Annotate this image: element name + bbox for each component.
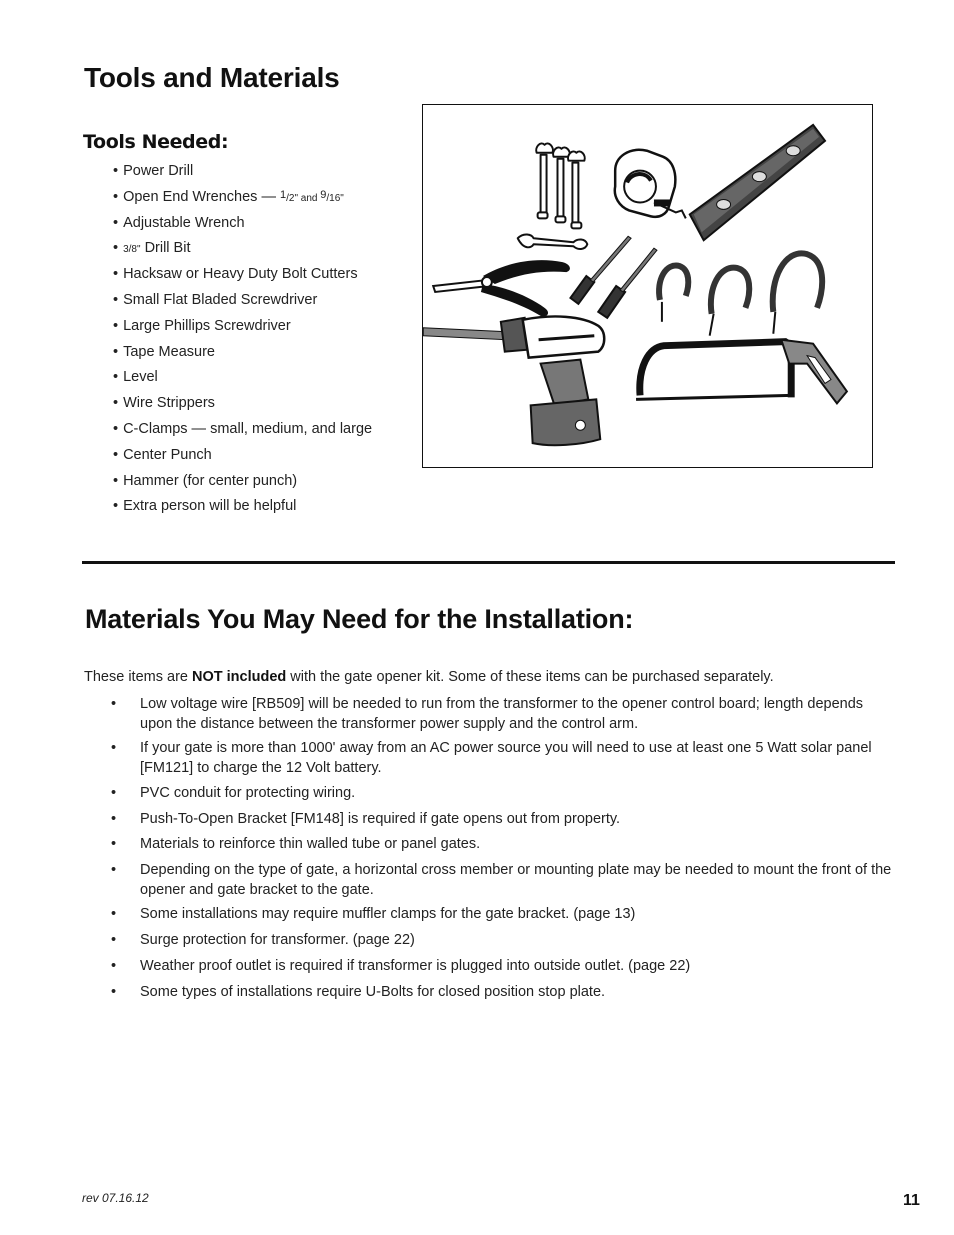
material-item: • Push-To-Open Bracket [FM148] is required if gate opens out from property. — [111, 811, 621, 827]
not-included-emphasis: NOT included — [192, 669, 287, 685]
section-divider — [82, 561, 895, 564]
tool-item: • Large Phillips Screwdriver — [113, 314, 372, 340]
tool-item: • Hacksaw or Heavy Duty Bolt Cutters — [113, 262, 372, 288]
material-item: • PVC conduit for protecting wiring. — [111, 785, 356, 801]
material-item: • Depending on the type of gate, a horizontal cross member or mounting plate may be needed to mount the front of the opener and gate bracket to the gate. — [111, 862, 892, 898]
page-title: Tools and Materials — [84, 62, 340, 93]
c-clamps-icon — [659, 253, 822, 335]
material-item: • Surge protection for transformer. (page 22) — [111, 932, 415, 948]
tool-item: • Adjustable Wrench — [113, 211, 372, 237]
level-icon — [690, 125, 825, 240]
tool-item: • Wire Strippers — [113, 391, 372, 417]
material-item: • If your gate is more than 1000' away from an AC power source you will need to use at least one 5 Watt solar panel [FM121] to charge the 12 Volt battery. — [111, 740, 872, 776]
wrench-size-a-numerator: 1 — [279, 188, 287, 201]
tools-list — [113, 159, 372, 520]
hacksaw-icon — [636, 340, 847, 404]
wrench-size-a-denominator: /2" and — [286, 192, 321, 204]
page-number: 11 — [903, 1192, 920, 1209]
material-item: • Some types of installations require U-Bolts for closed position stop plate. — [111, 984, 606, 1000]
tool-item: • Open End Wrenches — $^1$/2" and $^9$/16" — [113, 185, 372, 211]
material-item: • Weather proof outlet is required if transformer is plugged into outside outlet. (page 22) — [111, 958, 691, 974]
material-item: • Some installations may require muffler clamps for the gate bracket. (page 13) — [111, 906, 636, 922]
tool-item: • Hammer (for center punch) — [113, 469, 372, 495]
wrench-size-b-numerator: 9 — [320, 188, 327, 201]
material-item: • Materials to reinforce thin walled tube or panel gates. — [111, 836, 481, 852]
tools-needed-heading: Tools Needed: — [83, 131, 229, 153]
materials-heading: Materials You May Need for the Installation: — [85, 604, 634, 634]
tool-item: • Extra person will be helpful — [113, 494, 372, 520]
tool-item: • 3/8" Drill Bit — [113, 236, 372, 262]
tool-item: • Level — [113, 365, 372, 391]
tool-item: • Center Punch — [113, 443, 372, 469]
tool-item: • C-Clamps — small, medium, and large — [113, 417, 372, 443]
pliers-icon — [433, 260, 570, 316]
tools-illustration — [422, 104, 873, 468]
wrench-size-b-denominator: /16" — [326, 192, 344, 204]
tool-item: • Small Flat Bladed Screwdriver — [113, 288, 372, 314]
wrenches-icon — [518, 143, 588, 249]
power-drill-icon — [423, 316, 604, 445]
materials-intro: These items are NOT included with the gate opener kit. Some of these items can be purchased separately. — [84, 669, 774, 685]
tape-measure-icon — [615, 150, 686, 219]
material-item: • Low voltage wire [RB509] will be needed to run from the transformer to the opener control board; length depends upon the distance between the transformer power supply and the control arm. — [111, 696, 864, 732]
revision-date: rev 07.16.12 — [82, 1191, 149, 1205]
tool-item: • Power Drill — [113, 159, 372, 185]
tool-item: • Tape Measure — [113, 340, 372, 366]
drill-bit-size: 3/8" — [123, 244, 141, 256]
